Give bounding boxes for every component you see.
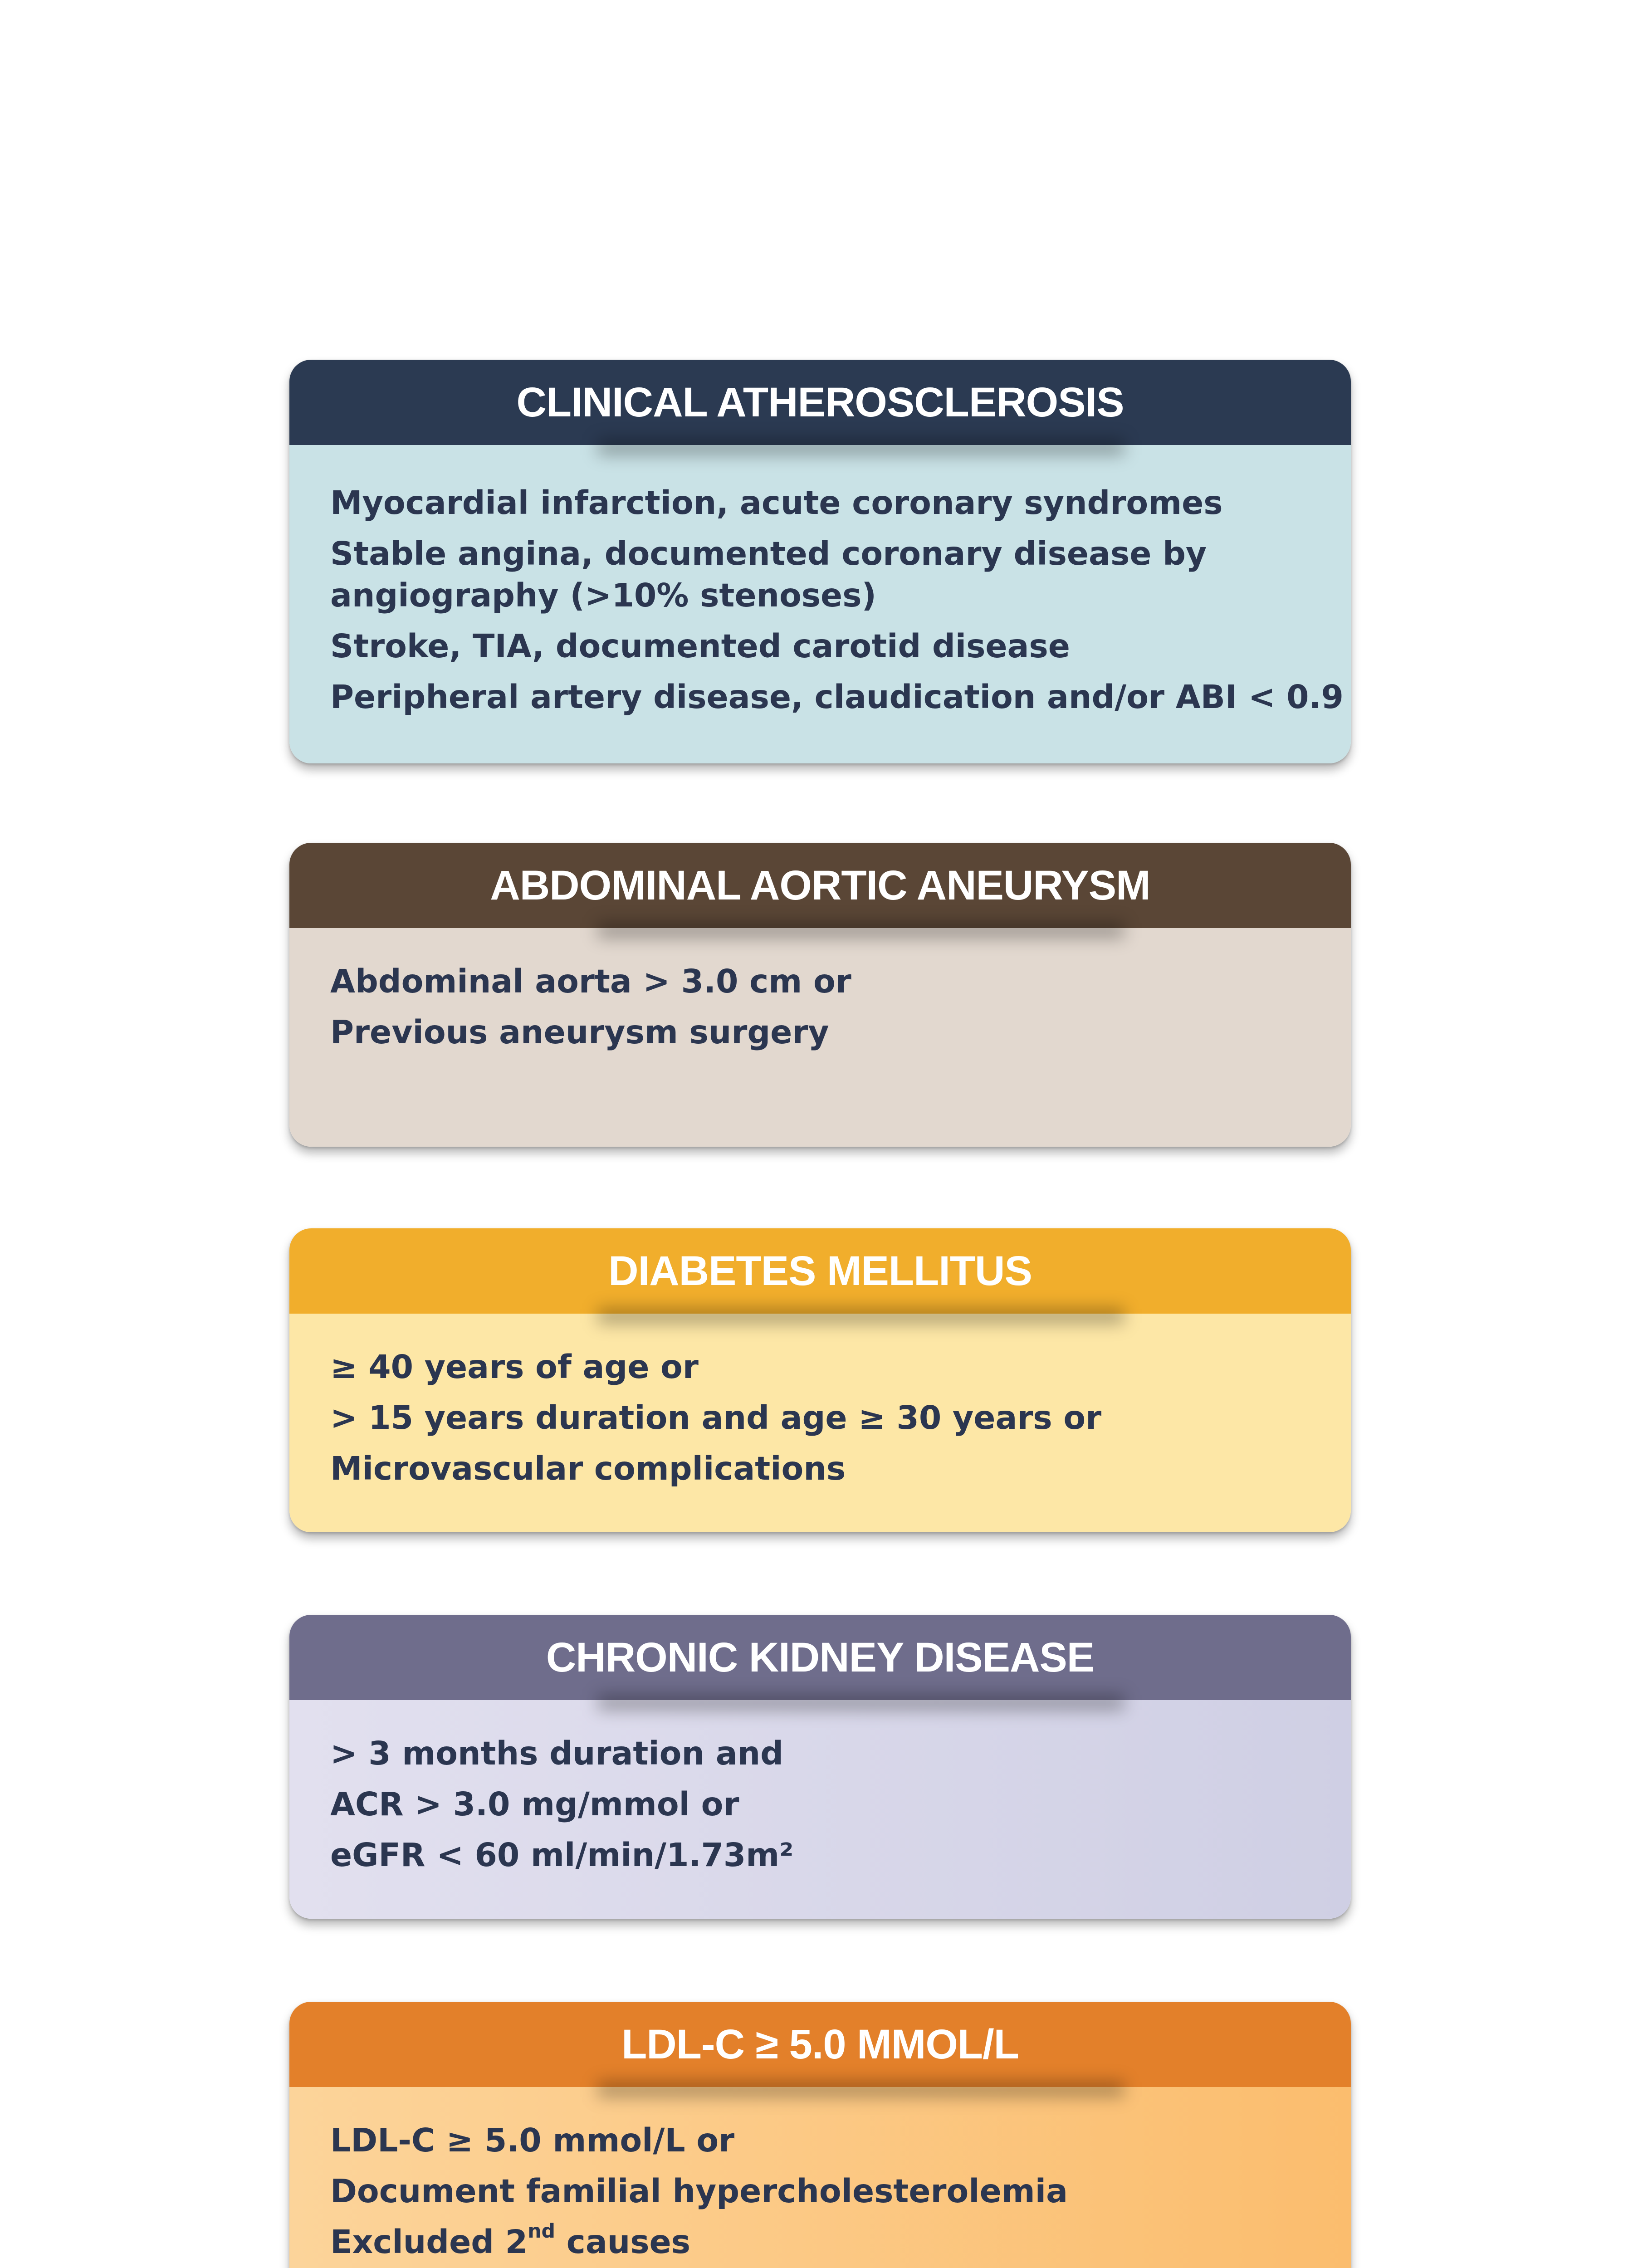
card-body [289,1314,1351,1532]
criteria-item: Abdominal aorta > 3.0 cm or [330,963,851,1000]
card-title: LDL-C ≥ 5.0 MMOL/L [289,2002,1351,2087]
card-clinical-atherosclerosis [289,360,1351,763]
card-title: CHRONIC KIDNEY DISEASE [289,1615,1351,1700]
card-body [289,2087,1351,2268]
criteria-item: ACR > 3.0 mg/mmol or [330,1785,739,1823]
card-title: ABDOMINAL AORTIC ANEURYSM [289,843,1351,928]
card-body [289,445,1351,763]
criteria-item: eGFR < 60 ml/min/1.73m² [330,1836,794,1874]
criteria-item: Microvascular complications [330,1450,846,1487]
criteria-item: Peripheral artery disease, claudication and/or ABI < 0.9 [330,678,1344,716]
criteria-item: Previous aneurysm surgery [330,1013,829,1051]
criteria-item: Stroke, TIA, documented carotid disease [330,627,1070,665]
criteria-item: Excluded 2nd causes [330,2219,690,2261]
criteria-item: > 3 months duration and [330,1735,783,1772]
criteria-item: Myocardial infarction, acute coronary syndromes [330,484,1223,522]
criteria-item: LDL-C ≥ 5.0 mmol/L or [330,2121,735,2159]
criteria-item: ≥ 40 years of age or [330,1348,699,1386]
card-chronic-kidney-disease [289,1615,1351,1919]
card-title: CLINICAL ATHEROSCLEROSIS [289,360,1351,445]
criteria-item: Document familial hypercholesterolemia [330,2172,1068,2210]
card-title: DIABETES MELLITUS [289,1228,1351,1314]
card-body [289,928,1351,1147]
card-abdominal-aortic-aneurysm [289,843,1351,1147]
criteria-item: > 15 years duration and age ≥ 30 years or [330,1399,1102,1437]
card-diabetes-mellitus [289,1228,1351,1532]
criteria-item: Stable angina, documented coronary disease by angiography (>10% stenoses) [330,535,1207,614]
card-body [289,1700,1351,1919]
card-ldl-c [289,2002,1351,2268]
